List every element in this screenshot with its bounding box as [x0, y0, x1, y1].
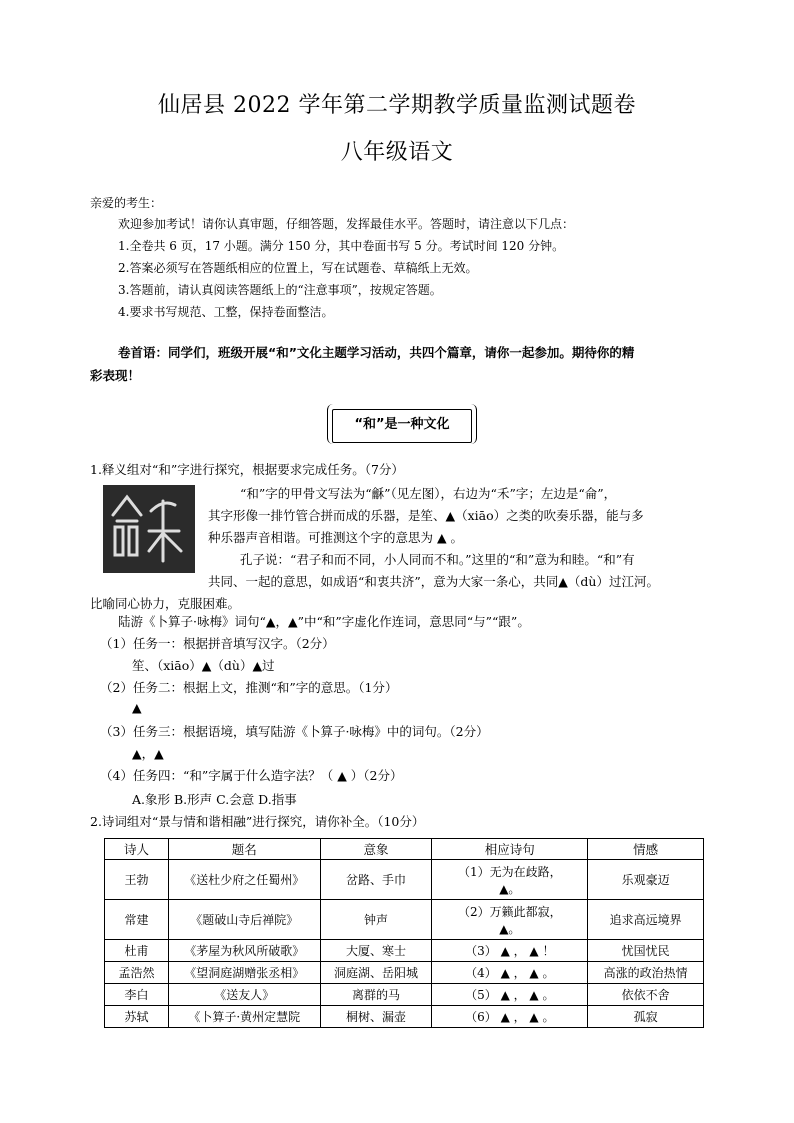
title-cell: 《送杜少府之任蜀州》 [168, 860, 320, 900]
question-2-stem: 2.诗词组对“景与情和谐相融”进行探究，请你补全。（10分） [90, 814, 425, 829]
q1-paragraph: 其字形像一排竹管合拼而成的乐器，是笙、▲（xiāo）之类的吹奏乐器，能与多 [208, 508, 644, 523]
table-row [105, 984, 704, 1006]
q1-paragraph: 种乐器声音相谐。可推测这个字的意思为 ▲ 。 [208, 530, 464, 545]
section-title: “和”是一种文化 [354, 417, 450, 432]
intro-text: 卷首语：同学们，班级开展“和”文化主题学习活动，共四个篇章，请你一起参加。期待你的精 [118, 345, 635, 360]
page-title: 仙居县 2022 学年第二学期教学质量监测试题卷 [158, 93, 636, 118]
line-cell[interactable]: （5） ▲ ， ▲ 。 [432, 984, 588, 1006]
notice-line: 1.全卷共 6 页，17 小题。满分 150 分，其中卷面书写 5 分。考试时间 120 分钟。 [118, 239, 565, 253]
q1-paragraph: “和”字的甲骨文写法为“龢”（见左图），右边为“禾”字；左边是“侖”， [240, 486, 617, 501]
emotion-cell: 乐观豪迈 [588, 860, 704, 900]
poet-cell: 苏轼 [105, 1006, 169, 1028]
image-cell: 钟声 [320, 900, 432, 940]
header-emotion: 情感 [588, 839, 704, 860]
image-cell: 洞庭湖、岳阳城 [320, 962, 432, 984]
image-cell: 离群的马 [320, 984, 432, 1006]
table-row [105, 940, 704, 962]
line-blank[interactable]: ▲。 [499, 921, 521, 936]
image-cell: 桐树、漏壶 [320, 1006, 432, 1028]
task-1: （1）任务一：根据拼音填写汉字。（2分） [100, 636, 335, 651]
q1-paragraph: 共同、一起的意思，如成语“和衷共济”，意为大家一条心，共同▲（dù）过江河。 [208, 574, 659, 589]
page-subtitle: 八年级语文 [340, 140, 454, 165]
title-cell: 《茅屋为秋风所破歌》 [168, 940, 320, 962]
task-1-answer[interactable]: 笙、（xiāo）▲（dù）▲过 [132, 658, 275, 673]
table-row [105, 1006, 704, 1028]
table-header-row [105, 839, 704, 860]
q1-paragraph: 孔子说：“君子和而不同，小人同而不和。”这里的“和”意为和睦。“和”有 [240, 552, 635, 567]
title-cell: 《望洞庭湖赠张丞相》 [168, 962, 320, 984]
table-row [105, 900, 704, 940]
header-poet: 诗人 [105, 839, 169, 860]
task-2-answer[interactable]: ▲ [132, 700, 142, 715]
oracle-bone-image [103, 485, 195, 573]
poem-table [104, 838, 704, 1028]
line-cell[interactable]: （4） ▲ ， ▲ 。 [432, 962, 588, 984]
notice-line: 欢迎参加考试！请你认真审题，仔细答题，发挥最佳水平。答题时，请注意以下几点： [118, 217, 575, 231]
task-3-answer[interactable]: ▲，▲ [132, 746, 164, 761]
emotion-cell: 追求高远境界 [588, 900, 704, 940]
poet-cell: 常建 [105, 900, 169, 940]
line-blank[interactable]: ▲。 [499, 881, 521, 896]
table-row [105, 860, 704, 900]
line-cell[interactable]: （6） ▲ ， ▲ 。 [432, 1006, 588, 1028]
header-image: 意象 [320, 839, 432, 860]
poet-cell: 杜甫 [105, 940, 169, 962]
oracle-character-icon [103, 485, 195, 573]
line-cell[interactable] [432, 900, 588, 940]
notice-line: 2.答案必须写在答题纸相应的位置上，写在试题卷、草稿纸上无效。 [118, 261, 478, 275]
header-title: 题名 [168, 839, 320, 860]
poet-cell: 孟浩然 [105, 962, 169, 984]
emotion-cell: 依依不舍 [588, 984, 704, 1006]
header-line: 相应诗句 [432, 839, 588, 860]
title-cell: 《送友人》 [168, 984, 320, 1006]
notice-line: 3.答题前，请认真阅读答题纸上的“注意事项”，按规定答题。 [118, 283, 442, 297]
question-1-stem: 1.释义组对“和”字进行探究，根据要求完成任务。（7分） [90, 462, 404, 477]
q1-paragraph: 比喻同心协力，克服困难。 [90, 596, 241, 611]
line-cell[interactable]: （3） ▲ ， ▲ ！ [432, 940, 588, 962]
poet-cell: 王勃 [105, 860, 169, 900]
image-cell: 岔路、手巾 [320, 860, 432, 900]
title-cell: 《题破山寺后禅院》 [168, 900, 320, 940]
poet-cell: 李白 [105, 984, 169, 1006]
image-cell: 大厦、寒士 [320, 940, 432, 962]
emotion-cell: 孤寂 [588, 1006, 704, 1028]
q1-paragraph: 陆游《卜算子·咏梅》词句“▲，▲”中“和”字虚化作连词，意思同“与”“跟”。 [118, 614, 530, 629]
task-3: （3）任务三：根据语境，填写陆游《卜算子·咏梅》中的词句。（2分） [100, 724, 489, 739]
title-cell: 《卜算子·黄州定慧院 [168, 1006, 320, 1028]
emotion-cell: 高涨的政治热情 [588, 962, 704, 984]
notice-line: 4.要求书写规范、工整，保持卷面整洁。 [118, 305, 334, 319]
intro-text-cont: 彩表现！ [90, 368, 141, 383]
task-4: （4）任务四：“和”字属于什么造字法？（ ▲ ）（2分） [100, 768, 403, 783]
emotion-cell: 忧国忧民 [588, 940, 704, 962]
line-text: （2）万籁此都寂， [457, 904, 562, 919]
task-2: （2）任务二：根据上文，推测“和”字的意思。（1分） [100, 680, 398, 695]
task-4-options: A.象形 B.形声 C.会意 D.指事 [132, 792, 297, 807]
greeting: 亲爱的考生： [90, 196, 163, 210]
table-row [105, 962, 704, 984]
line-text: （1）无为在歧路， [457, 864, 562, 879]
section-title-banner [332, 409, 472, 443]
line-cell[interactable] [432, 860, 588, 900]
